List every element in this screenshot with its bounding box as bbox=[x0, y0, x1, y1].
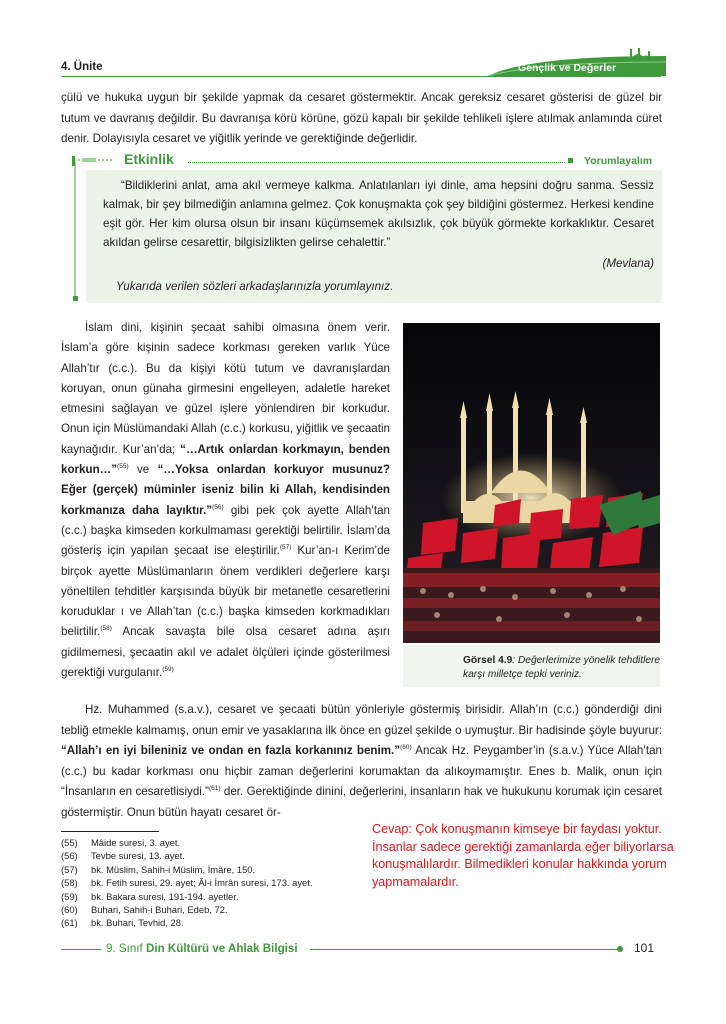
activity-square-icon bbox=[568, 158, 573, 163]
footnote-item: (57) bk. Müslim, Sahih-i Müslim, İmâre, 150. bbox=[61, 863, 256, 875]
activity-side-bar bbox=[74, 162, 76, 300]
footer-rule-left bbox=[61, 949, 101, 950]
activity-quote: “Bildiklerini anlat, ama akıl vermeye kalkma. Anlatılanları iyi dinle, ama hepsini doğru sanma. Sessiz kalmak, bir şey bilmediğin anlamına gelmez. Çok konuşmakta çok şey bildiğini göstermez. Herkesi kendine eşit gör. Her kim olursa olsun bir insanı küçümsemek akılsızlık, çok büyük görmekte korkaklıktır. Cesaret akıldan gelirse cesarettir, bilgisizlikten gelirse cehalettir.” bbox=[103, 179, 654, 249]
footnote-rule bbox=[61, 831, 159, 832]
quote-author: (Mevlana) bbox=[602, 257, 654, 270]
intro-paragraph: çülü ve hukuka uygun bir şekilde yapmak da cesaret göstermektir. Ancak gereksiz cesaret gösterisi de güzel bir tutum ve davranış değildir. Bu davranışa körü körüne, gözü kapalı bir şekilde tehlikeli işlere atılmak anlamında cüret denir. Dolayısıyla cesaret ve yiğitlik yerinde ve gerektiğinde değerlidir. bbox=[61, 91, 662, 145]
footnote-item: (60) Buhari, Sahih-i Buhari, Edeb, 72. bbox=[61, 904, 228, 916]
figure-caption: Görsel 4.9: Değerlerimize yönelik tehditlere karşı milletçe tepki veriniz. bbox=[463, 655, 661, 680]
footnote-item: (55) Mâide suresi, 3. ayet. bbox=[61, 837, 181, 848]
bottom-paragraph: Hz. Muhammed (s.a.v.), cesaret ve şecaati bütün yönleriyle göstermiş birisidir. Allah’ın (c.c.) gönderdiği dini tebliğ etmekle kalmamış, onun emir ve yasaklarına ilk önce en güzel şekilde o uymuştur. Bir hadisinde şöyle buyurur: “Allah’ı en iyi bileniniz ve ondan en fazla korkanınız benim.”$^{(60)}$ Ancak Hz. Peygamber’in (s.a.v.) Yüce Allah’tan (c.c.) bu kadar korkması onu hiçbir zaman değerlerini korumaktan da alıkoymamıştır. Enes b. Malik, onun için “İnsanların en cesaretlisiydi.”$^{(61)}$ der. Gerektiğinde dinini, değerlerini, insanların hak ve hukukunu korumak için cesaret göstermiştir. Onun bütün hayatı cesaret ör- bbox=[61, 703, 663, 819]
activity-title: Etkinlik bbox=[124, 151, 174, 167]
footnote-item: (61) bk. Buhari, Tevhid, 28. bbox=[61, 917, 184, 929]
footnotes bbox=[61, 836, 312, 930]
activity-pencil-icon bbox=[68, 150, 114, 170]
footnote-item: (56) Tevbe suresi, 13. ayet. bbox=[61, 850, 185, 862]
activity-dotted-rule bbox=[188, 162, 565, 163]
activity-task: Yukarıda verilen sözleri arkadaşlarınızla yorumlayınız. bbox=[116, 280, 394, 293]
footnote-item: (59) bk. Bakara suresi, 191-194. ayetler. bbox=[61, 890, 239, 902]
activity-bottom-square bbox=[73, 296, 78, 301]
activity-subtitle: Yorumlayalım bbox=[584, 155, 653, 167]
column-paragraph: İslam dini, kişinin şecaat sahibi olmasına önem verir. İslam’a göre kişinin sadece korkması gereken varlık Yüce Allah’tır (c.c.). Bu da kişiyi kötü tutum ve davranışlardan koruyan, onun günaha girmesini engelleyen, adaletle hareket etmesini sağlayan ve güzel işlere yönlendiren bir korkudur. Onun için Müslümandaki Allah (c.c.) korkusu, yiğitlik ve şecaatin kaynağıdır. Kur’an’da; “…Artık onlardan korkmayın, benden korkun…”$^{(55)}$ ve “…Yoksa onlardan korkuyor musunuz? Eğer (gerçek) müminler iseniz bilin ki Allah, kendisinden korkmanıza daha layıktır.”$^{(56)}$ gibi pek çok ayette Allah’tan (c.c.) başka kimseden korkulmaması gerektiği belirtilir. İslam’da gösteriş için yapılan şecaat ise eleştirilir.$^{(57)}$ Kur’an-ı Kerim’de birçok ayette Müslümanların önem verdikleri değerlere karşı yöneltilen tehditler karşısında büyük bir metanetle cesaretlerini koruduklar ı ve Allah’tan (c.c.) başka kimseden korkmadıkları belirtilir.$^{(58)}$ Ancak savaşta bile olsa cesaret adına aşırı gidilmemesi, şecaatin akıl ve adalet ölçüleri içinde gösterilmesi gerektiği vurgulanır.$^{(59)}$ bbox=[61, 321, 391, 680]
header-rule bbox=[61, 76, 661, 77]
footer-dot-icon bbox=[617, 946, 623, 952]
mosque-rally-photo bbox=[403, 323, 660, 643]
footer-rule-right bbox=[310, 949, 619, 950]
page-number: 101 bbox=[634, 941, 655, 955]
answer-note: Cevap: Çok konuşmanın kimseye bir faydası yoktur. İnsanlar sadece gerektiği zamanlarda eğer biliyorlarsa konuşmalılardır. Bilmedikleri konular hakkında yorum yapmamalardır. bbox=[372, 822, 674, 889]
footnote-item: (58) bk. Fetih suresi, 29. ayet; Âl-i İmrân suresi, 173. ayet. bbox=[61, 877, 313, 889]
unit-label: 4. Ünite bbox=[61, 61, 103, 73]
header-title: Gençlik ve Değerler bbox=[518, 62, 617, 74]
footer-course: 9. Sınıf Din Kültürü ve Ahlak Bilgisi bbox=[106, 942, 298, 955]
